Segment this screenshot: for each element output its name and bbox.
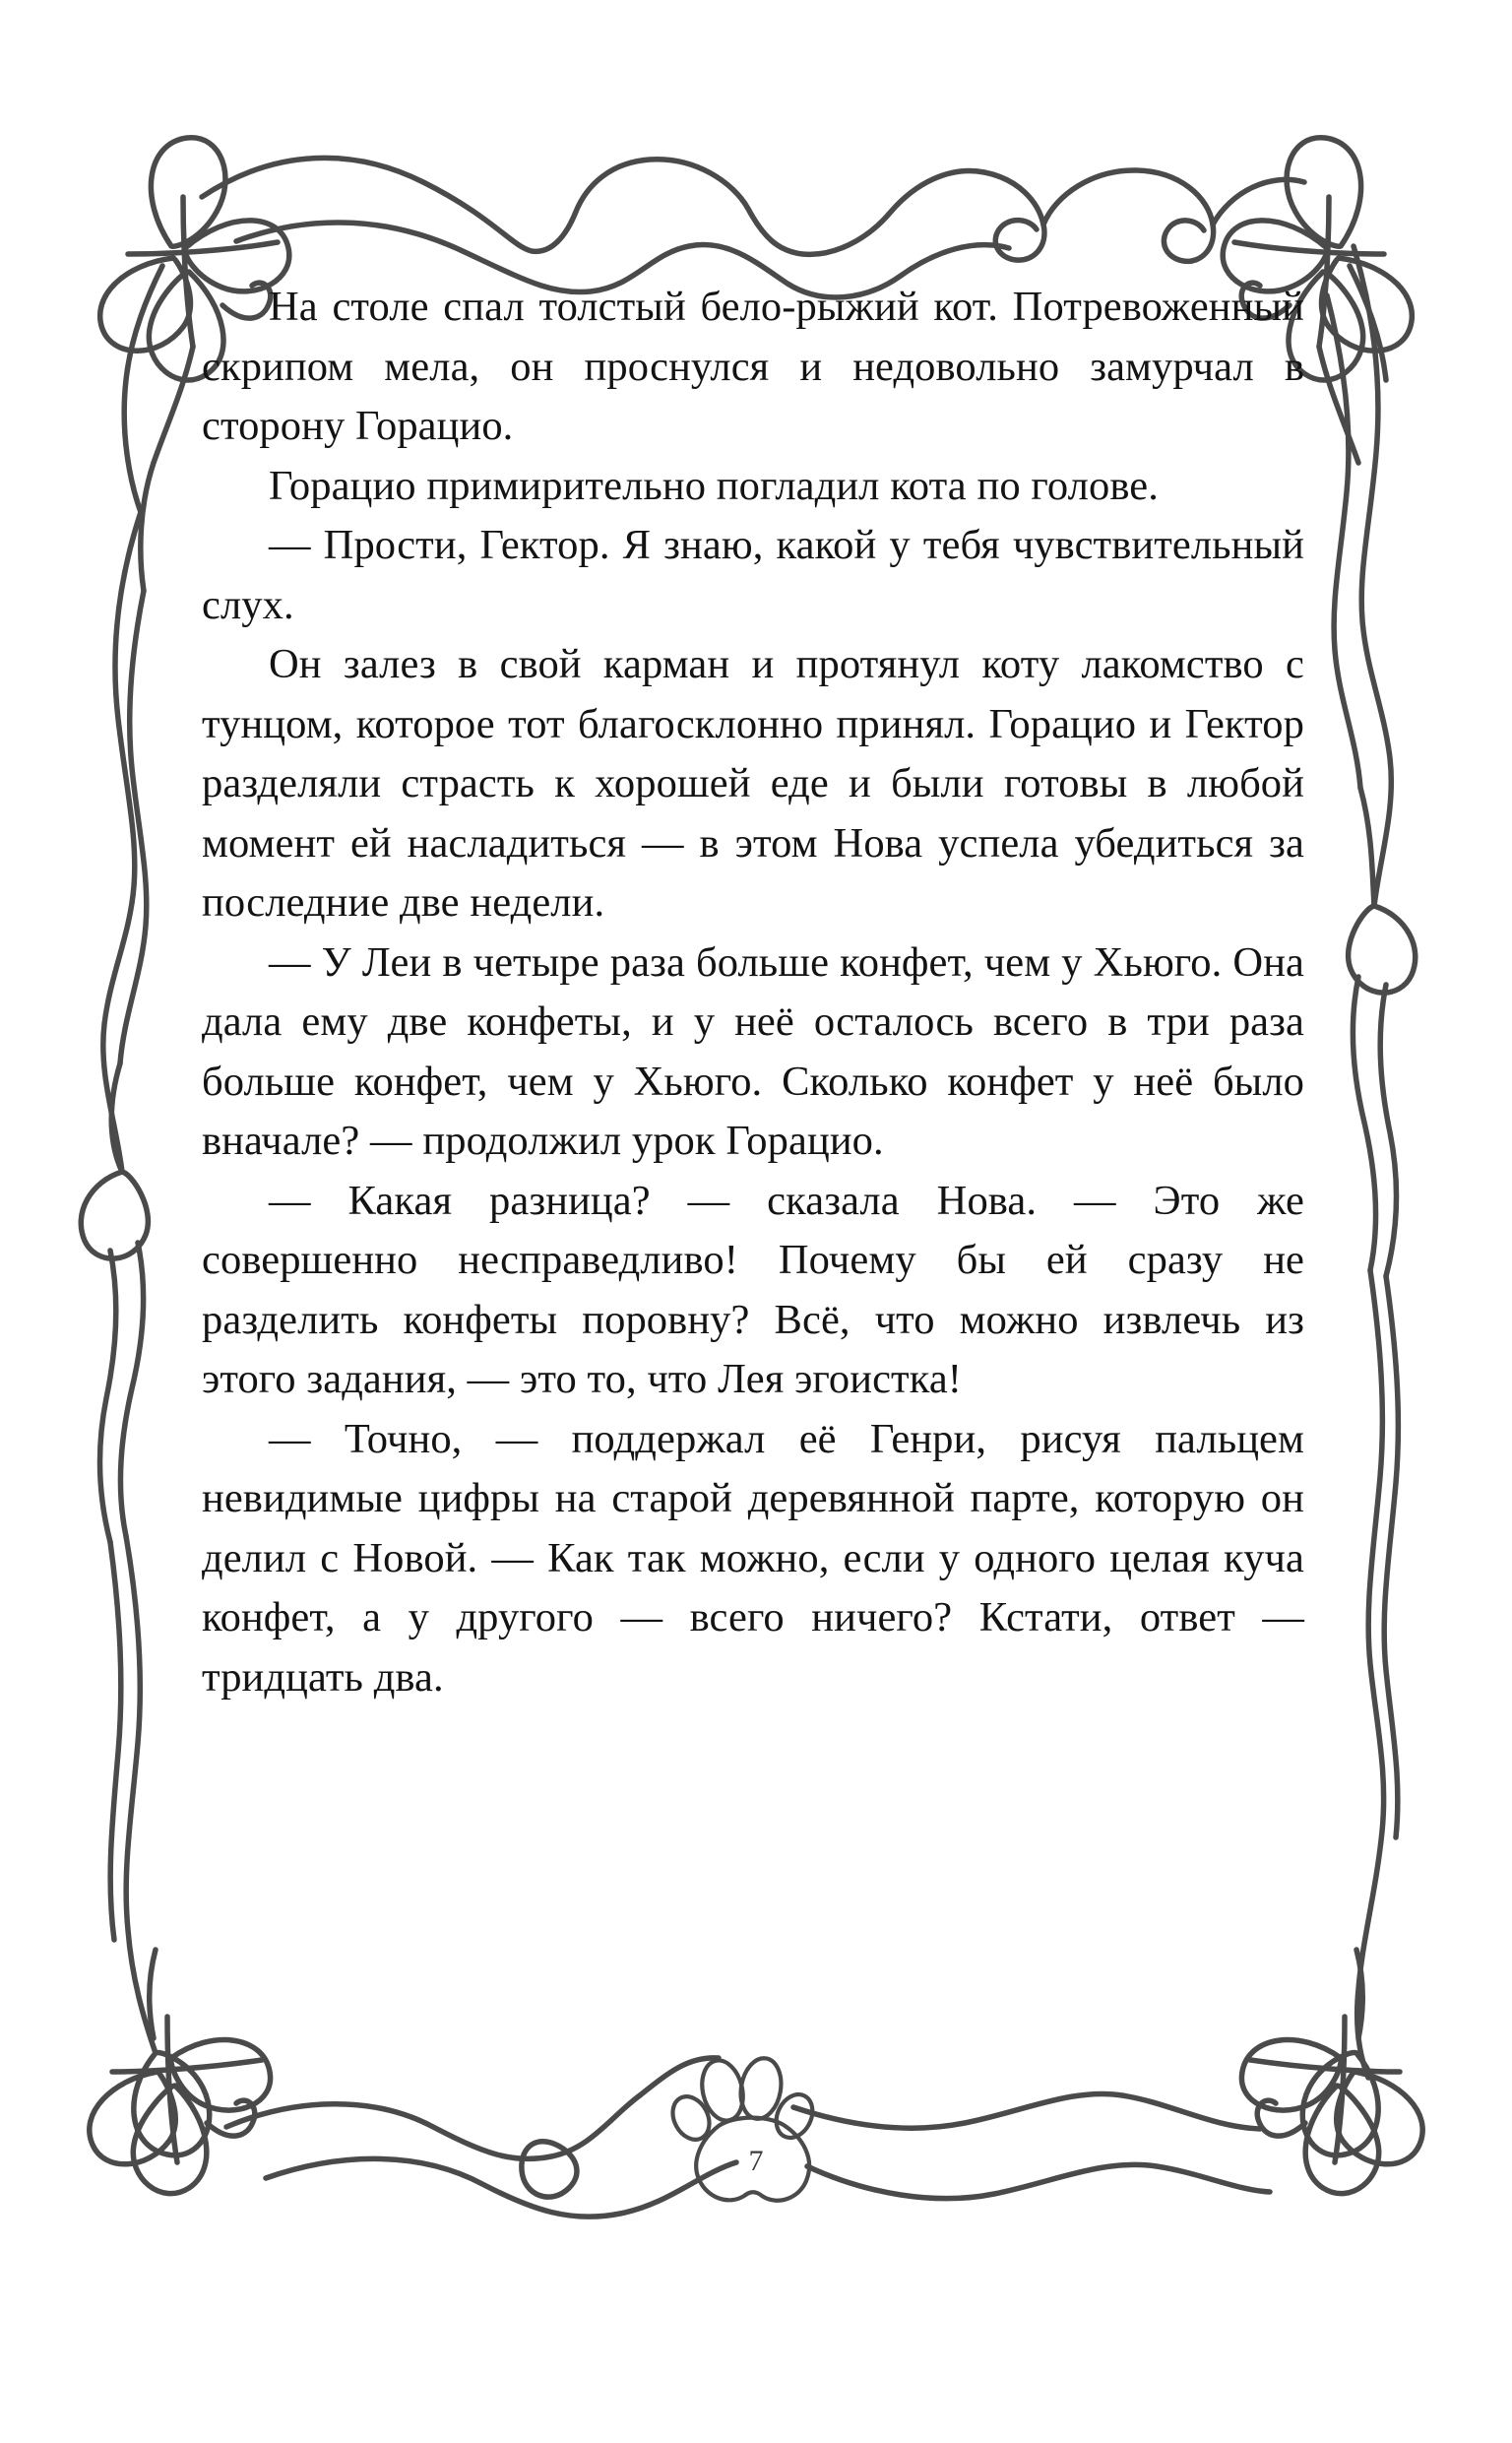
- paw-print-icon: [658, 2043, 854, 2240]
- paragraph-7: — Точно, — поддержал её Генри, рисуя пальцем невидимые цифры на старой деревянной парте, которую он делил с Новой. — Как так можно, если у одного целая куча конфет, а у другого — всего ничего? Кстати, ответ — тридцать два.: [202, 1415, 1304, 1701]
- paragraph-5: — У Леи в четыре раза больше конфет, чем у Хьюго. Она дала ему две конфеты, и у неё осталось всего в три раза больше конфет, чем у Хьюго. Сколько конфет у неё было вначале? — продолжил урок Горацио.: [202, 938, 1304, 1164]
- paragraph-6: — Какая разница? — сказала Нова. — Это же совершенно несправедливо! Почему бы ей сразу не разделить конфеты поровну? Всё, что можно извлечь из этого задания, — это то, что Лея эгоистка!: [202, 1177, 1304, 1402]
- paragraph-3: — Прости, Гектор. Я знаю, какой у тебя чувствительный слух.: [202, 522, 1304, 628]
- page-number-label: 7: [748, 2145, 764, 2177]
- body-text-column: [202, 278, 1304, 1707]
- paragraph-1: На столе спал толстый бело-рыжий кот. Потревоженный скрипом мела, он проснулся и недовольно замурчал в сторону Горацио.: [202, 284, 1304, 449]
- paragraph-2: Горацио примирительно погладил кота по голове.: [269, 462, 1159, 509]
- page-number-paw: [658, 2043, 854, 2240]
- paragraph-4: Он залез в свой карман и протянул коту лакомство с тунцом, которое тот благосклонно принял. Горацио и Гектор разделяли страсть к хорошей еде и были готовы в любой момент ей насладиться — в этом Нова успела убедиться за последние две недели.: [202, 641, 1304, 926]
